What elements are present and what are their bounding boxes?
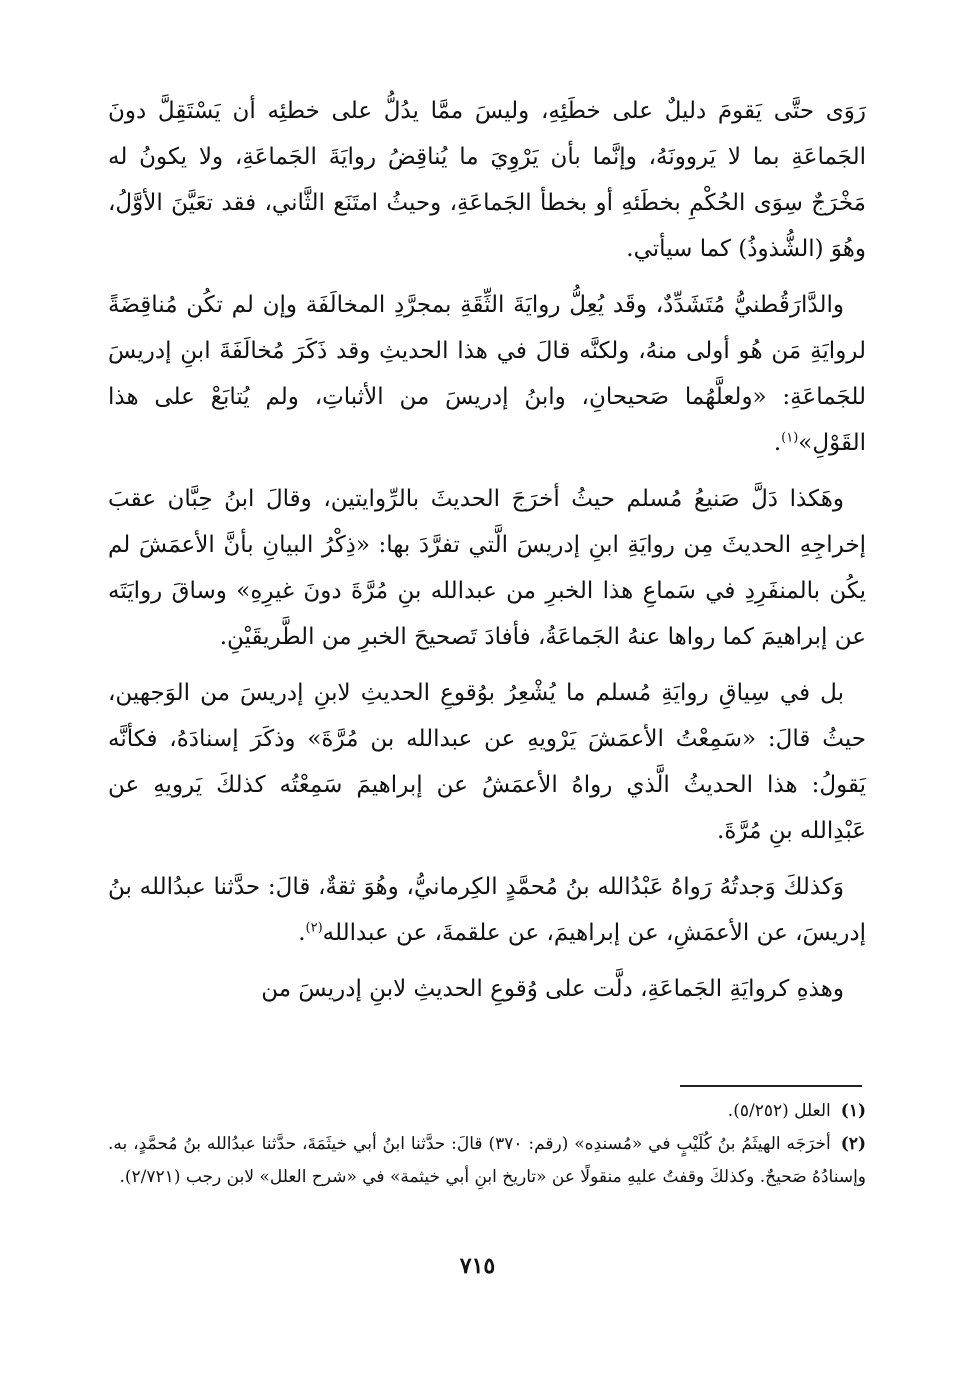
footnote-number: (١) [840, 1101, 866, 1121]
paragraph-3: وهَكذا دَلَّ صَنيعُ مُسلم حيثُ أخرَجَ الحديثَ بالرِّوايتين، وقالَ ابنُ حِبَّان عقبَ إخراجِهِ الحديثَ مِن روايَةِ ابنِ إدريسَ الَّتي تفرَّدَ بها: «ذِكْرُ البيانِ بأنَّ الأعمَشَ لم يكُن بالمنفَرِدِ في سَماعِ هذا الخبرِ من عبدالله بنِ مُرَّةَ دونَ غيرِهِ» وساقَ روايَتَه عن إبراهيمَ كما رواها عنهُ الجَماعَةُ، فأفادَ تَصحيحَ الخبرِ من الطَّريقَيْنِ. [108, 486, 866, 650]
paragraph-1: رَوَى حتَّى يَقومَ دليلٌ على خطَئِهِ، وليسَ ممَّا يدُلُّ على خطئِه أن يَسْتَقِلَّ دونَ الجَماعَةِ بما لا يَروونَهُ، وإنَّما بأن يَرْوِيَ ما يُناقِضُ روايَةَ الجَماعَةِ، ولا يكونُ له مَخْرَجٌ سِوَى الحُكْمِ بخطَئهِ أو بخطأ الجَماعَةِ، وحيثُ امتَنَع الثَّاني، فقد تعَيَّنَ الأوَّلُ، وهُوَ (الشُّذوذُ) كما سيأتي. [108, 98, 866, 262]
footnotes [108, 1095, 866, 1194]
page-number: ٧١٥ [459, 1253, 496, 1279]
footnote-ref-1: (١) [781, 430, 799, 446]
paragraph-6: وهذهِ كروايَةِ الجَماعَةِ، دلَّت على وُقوعِ الحديثِ لابنِ إدريسَ من [261, 976, 844, 1002]
paragraph-4: بل في سِياقِ روايَةِ مُسلم ما يُشْعِرُ بوُقوعِ الحديثِ لابنِ إدريسَ من الوَجهين، حيثُ قالَ: «سَمِعْتُ الأعمَشَ يَرْويهِ عن عبدالله بن مُرَّةَ» وذكَرَ إسنادَهُ، فكأنَّه يَقولُ: هذا الحديثُ الَّذي رواهُ الأعمَشُ عن إبراهيمَ سَمِعْتُه كذلكَ يَرويهِ عن عَبْدِالله بنِ مُرَّةَ. [108, 680, 866, 844]
footnote-separator [680, 1085, 862, 1087]
footnote-1 [108, 1095, 866, 1128]
paragraph-5: وَكذلكَ وَجدتُهُ رَواهُ عَبْدُالله بنُ مُحمَّدٍ الكِرمانيُّ، وهُوَ ثقةٌ، قالَ: حدَّثنا عبدُالله بنُ إدريسَ، عن الأعمَشِ، عن إبراهيمَ، عن علقمةَ، عن عبدالله$^{(٢)}$. [108, 874, 866, 946]
footnote-number: (٢) [840, 1134, 866, 1154]
footnote-2 [108, 1128, 866, 1194]
paragraph-2: والدَّارَقُطنيُّ مُتَشَدِّدٌ، وقَد يُعِلُّ روايَةَ الثِّقَةِ بمجرَّدِ المخالَفَة وإن لم تكُن مُناقِضَةً لروايَةِ مَن هُو أولى منهُ، ولكنَّه قالَ في هذا الحديثِ وقد ذَكَرَ مُخالَفَةَ ابنِ إدريسَ للجَماعَةِ: «ولعلَّهُما صَحيحانِ، وابنُ إدريسَ من الأثباتِ، ولم يُتابَعْ على هذا القَوْلِ»$^{(١)}$. [108, 292, 866, 456]
footnote-text: العلل (٥/٢٥٢). [727, 1101, 831, 1121]
main-text [108, 88, 866, 1022]
footnote-ref-2: (٢) [305, 920, 323, 936]
footnote-text: أخرَجَه الهيثَمُ بنُ كُلَيْبٍ في «مُسندِه» (رقم: ٣٧٠) قالَ: حدَّثنا ابنُ أبي خيثَمَةَ، حدَّثنا عبدُالله بنُ مُحمَّدٍ، به. وإسنادُهُ صَحيحٌ. وكذلكَ وقفتُ عليهِ منقولًا عن «تاريخ ابنِ أبي خيثمة» في «شرح العلل» لابن رجب (٢/٧٢١). [108, 1134, 866, 1187]
